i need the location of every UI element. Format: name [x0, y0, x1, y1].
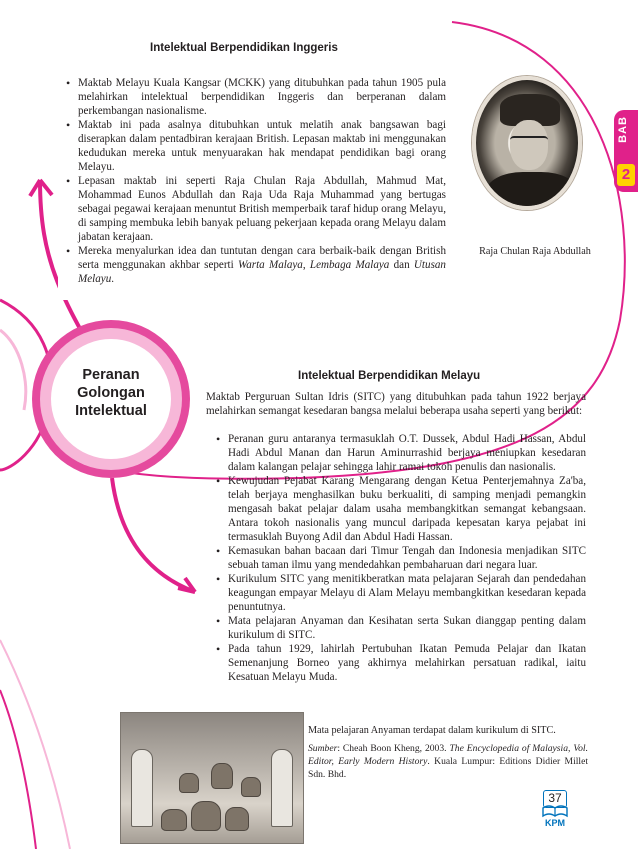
basket-shape [161, 809, 187, 831]
section1-bullet: • Maktab Melayu Kuala Kangsar (MCKK) yang ditubuhkan pada tahun 1905 pula melahirkan intelektual berpendidikan Inggeris dan berperanan dalam perkembangan nasionalisme. [64, 76, 446, 118]
newspaper-title: Lembaga Malaya [309, 259, 390, 271]
section1-bullet: • Lepasan maktab ini seperti Raja Chulan Raja Abdullah, Mahmud Mat, Mohammad Eunos Abdullah dan Raja Uda Raja Muhammad yang bertugas sebagai pegawai kerajaan menuntut British memperbaik taraf hidup orang Melayu, di samping membuka lebih banyak peluang pekerjaan kepada orang Melayu dalam jabatan kerajaan. [64, 174, 446, 244]
glasses-shape [510, 136, 548, 146]
section1-content [58, 58, 448, 300]
source-text: . Kuala Lumpur: Editions Didier Millet Sdn. Bhd. [308, 756, 588, 780]
section2-bullet-list [214, 432, 586, 684]
source-text: : Cheah Boon Kheng, 2003. [337, 743, 450, 754]
newspaper-title: Warta Malaya [237, 259, 303, 271]
publisher-logo-text: KPM [545, 818, 565, 828]
photo-caption: Mata pelajaran Anyaman terdapat dalam kurikulum di SITC. [308, 725, 556, 736]
basket-shape [179, 773, 199, 793]
weaving-class-photo [120, 712, 304, 844]
section2-title: Intelektual Berpendidikan Melayu [298, 370, 481, 382]
person-figure [131, 749, 153, 827]
bullet-text: Mereka menyalurkan idea dan tuntutan dengan cara berbaik-baik dengan British serta menggunakan akhbar seperti [78, 245, 446, 271]
hub-label-line: Golongan [77, 385, 145, 401]
hub-label-line: Peranan [82, 367, 140, 383]
separator: dan [389, 259, 414, 271]
basket-shape [191, 801, 221, 831]
section2-intro: Maktab Perguruan Sultan Idris (SITC) yang ditubuhkan pada tahun 1922 berjaya melahirkan semangat kesedaran bangsa melalui beberapa usaha seperti yang berikut: [206, 391, 586, 417]
section1-title: Intelektual Berpendidikan Inggeris [150, 42, 338, 54]
photo-source [308, 742, 588, 781]
full-stop: . [111, 273, 115, 285]
newspaper-title: Utusan Melayu [78, 259, 446, 285]
source-label: Sumber [308, 743, 338, 754]
page-number: 37 [543, 790, 567, 808]
hub-label-line: Intelektual [75, 403, 147, 419]
separator: , [302, 259, 310, 271]
person-figure [271, 749, 293, 827]
basket-shape [211, 763, 233, 789]
portrait-photo [472, 76, 582, 210]
section1-bullet-last [64, 244, 446, 286]
open-book-icon [540, 804, 570, 818]
body-shape [486, 172, 578, 210]
section1-bullet: • Maktab ini pada asalnya ditubuhkan untuk melatih anak bangsawan bagi diserapkan dalam pentadbiran kerajaan British. Lepasan maktab ini menggunakan kedudukan mereka untuk menyuarakan hak mendapat pendidikan bagi orang Melayu. [64, 118, 446, 174]
section2-bullet: • Mata pelajaran Anyaman dan Kesihatan serta Sukan dianggap penting dalam kurikulum di SITC. [214, 614, 586, 642]
section1-bullet-list [64, 76, 446, 286]
source-title: The Encyclopedia of Malaysia, Vol. Editor, Early Modern History [308, 743, 588, 767]
section2-bullet: • Kewujudan Pejabat Karang Mengarang dengan Ketua Penterjemahnya Za'ba, telah berjaya menghasilkan buku berkualiti, di samping menjadi pemangkin mengasah bakat pelajar dalam usaha membangkitkan semangat kebangsaan. Antara tokoh nasionalis yang muncul daripada kepesatan karya pejabat ini termasuklah Buyong Adil dan Abdul Hadi Hassan. [214, 474, 586, 544]
portrait-caption: Raja Chulan Raja Abdullah [479, 246, 591, 257]
section2-bullet: • Kemasukan bahan bacaan dari Timur Tengah dan Indonesia menjadikan SITC sebuah taman ilmu yang mendedahkan pembaharuan dari negara luar. [214, 544, 586, 572]
basket-shape [225, 807, 249, 831]
chapter-tab-label: BAB [617, 116, 629, 143]
section2-bullet: • Peranan guru antaranya termasuklah O.T. Dussek, Abdul Hadi Hassan, Abdul Hadi Abdul Manan dan Harun Aminurrashid berjaya meniupkan kesedaran dalam kalangan pelajar sehingga lahir ramai tokoh penulis dan nasionalis. [214, 432, 586, 474]
basket-shape [241, 777, 261, 797]
hub-label [51, 366, 171, 420]
section2-bullet: • Pada tahun 1929, lahirlah Pertubuhan Ikatan Pemuda Pelajar dan Ikatan Semenanjung Borneo yang akhirnya melahirkan persatuan radikal, iaitu Kesatuan Melayu Muda. [214, 642, 586, 684]
section2-bullet: • Kurikulum SITC yang menitikberatkan mata pelajaran Sejarah dan pendedahan keagungan empayar Melayu di Alam Melayu membangkitkan kesedaran kepada penuntutnya. [214, 572, 586, 614]
chapter-number: 2 [617, 164, 635, 186]
